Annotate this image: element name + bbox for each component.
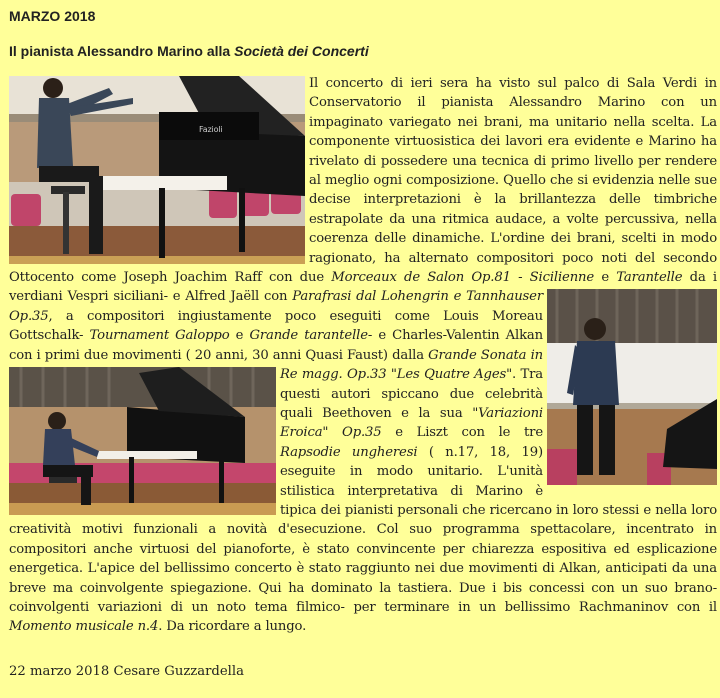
title-text: Il pianista Alessandro Marino alla [9, 43, 235, 59]
photo-pianist-playing [9, 367, 276, 515]
issue-date: MARZO 2018 [9, 8, 96, 24]
photo-pianist-conducting [9, 76, 305, 264]
piano-brand-logo: Fazioli [199, 125, 223, 134]
article-body: Fazioli Il concerto di ieri sera ha visto sul palco di Sala Verdi in Conservatorio il pianista Alessandro Marino con un impaginato variegato nei brani, ma unitario nella scelta. La componente virtuosistica dei lavori era evidente e Marino ha rivelato di possedere una tecnica di primo livello per rendere al meglio ogni composizione. Quello che si evidenzia nelle sue decise interpretazioni è la brillantezza delle timbriche estrapolate da una ritmica audace, a volte percussiva, nella coerenza delle dinamiche. L'ordine dei brani, scelti in modo ragionato, ha alternato compositori poco noti del secondo Ottocento come Joseph Joachim Raff con due Morceaux de Salon Op.81 - Sicilienne e Tarantelle da i verdiani Vespri siciliani- e Alfred Jaëll con Parafrasi dal Lohengrin e Tannhauser Op.35, a compositori ingiustamente poco eseguiti come Louis Moreau Gottschalk- Tournament Galoppo e Grande tarantelle- e Charles-Valentin Alkan con i primi due movimenti ( 20 anni, 30 anni Quasi Faust) dalla Grande Sonata in Re magg. Op.33 "Les Quatre Ages". Tra questi autori spiccano due celebrità quali Beethoven e la sua "Variazioni Eroica" Op.35 e Liszt con le tre Rapsodie ungheresi ( n.17, 18, 19) eseguite in modo unitario. L'unità stilistica interpretativa di Marino è tipica dei pianisti personali che ricercano in loro stessi e nella loro creatività motivi funzionali a novità d'esecuzione. Col suo programma spettacolare, incentrato in compositori anche virtuosi del pianoforte, è stato convincente per chiarezza espositiva ed esplicazione energetica. L'apice del bellissimo concerto è stato raggiunto nei due movimenti di Alkan, anticipati da una breve ma coinvolgente spiegazione. Qui ha dominato la tastiera. Due i bis concessi con un suo brano- coinvolgenti variazioni di un noto tema filmico- per terminare in un bellissimo Rachmaninov con il Momento musicale n.4. Da ricordare a lungo. [9, 76, 718, 635]
article-signature: 22 marzo 2018 Cesare Guzzardella [9, 664, 244, 679]
title-venue: Società dei Concerti [234, 43, 369, 59]
photo-pianist-standing [547, 289, 717, 485]
article-title [9, 43, 369, 59]
